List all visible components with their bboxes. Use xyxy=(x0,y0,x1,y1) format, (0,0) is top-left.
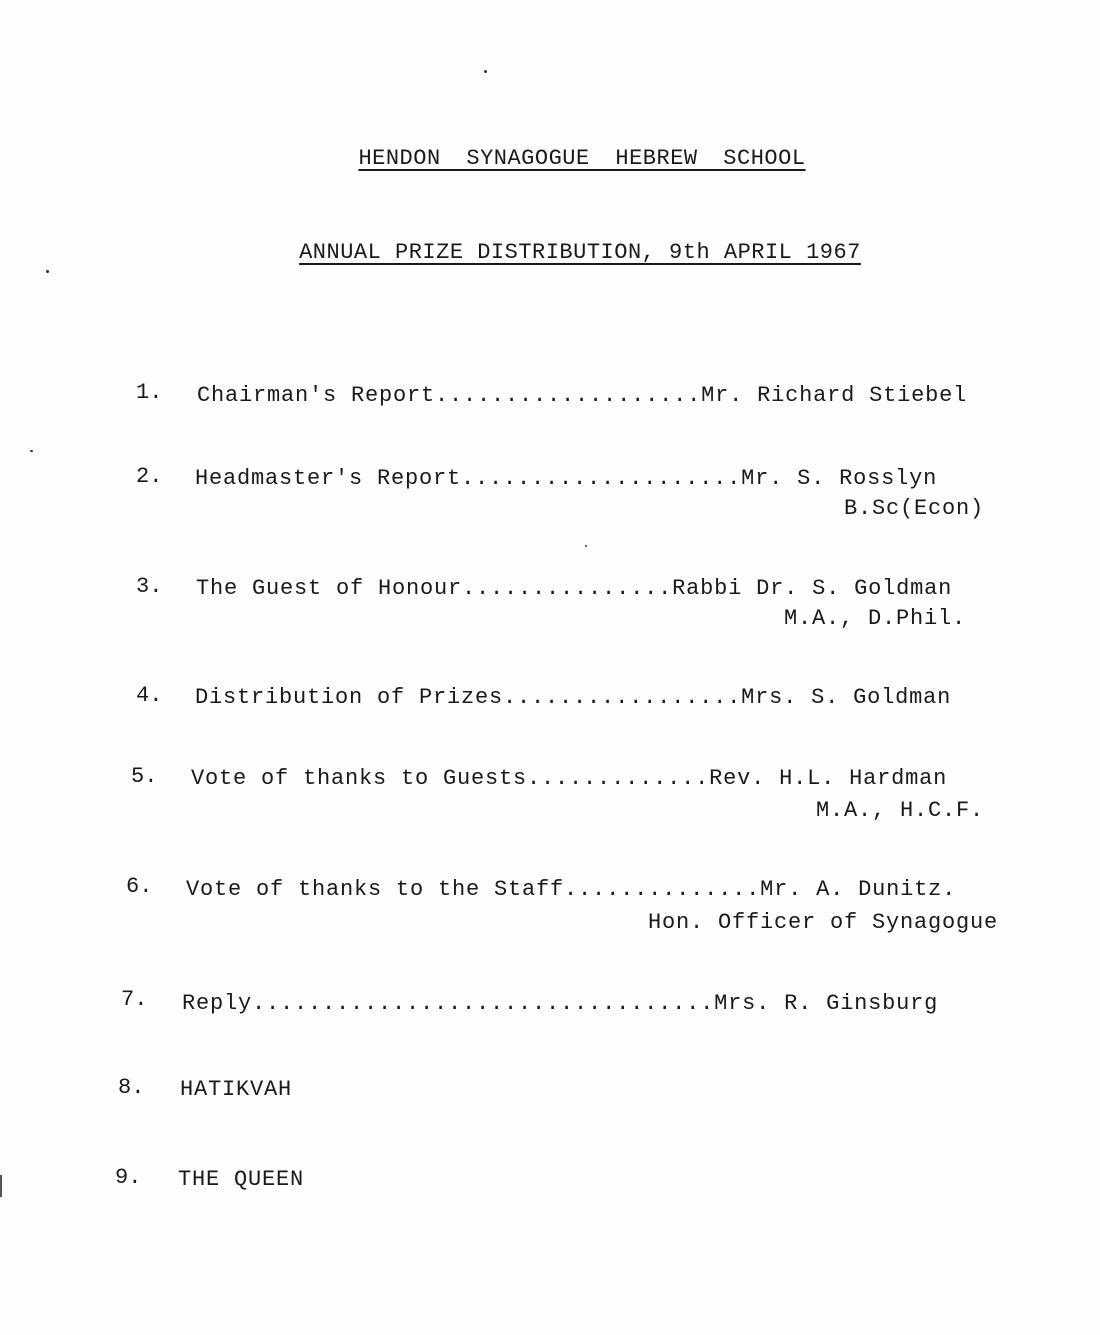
item-number: 2. xyxy=(136,464,163,489)
paper-speck xyxy=(46,270,49,273)
item-number: 4. xyxy=(136,683,163,708)
programme-item-6-credentials: Hon. Officer of Synagogue xyxy=(648,910,999,935)
item-number: 8. xyxy=(118,1075,145,1100)
event-name: ANNUAL PRIZE DISTRIBUTION, 9th APRIL 1967 xyxy=(299,240,861,265)
programme-item-6: Vote of thanks to the Staff..............Mr. A. Dunitz. xyxy=(186,877,957,902)
programme-item-5: Vote of thanks to Guests.............Rev. H.L. Hardman xyxy=(191,766,948,791)
programme-item-9: THE QUEEN xyxy=(178,1167,305,1192)
item-number: 7. xyxy=(121,987,148,1012)
paper-speck xyxy=(30,450,33,452)
programme-item-7: Reply.................................Mrs. R. Ginsburg xyxy=(182,991,939,1016)
programme-item-3: The Guest of Honour...............Rabbi Dr. S. Goldman xyxy=(196,576,953,601)
programme-item-1: Chairman's Report...................Mr. Richard Stiebel xyxy=(197,383,968,408)
item-number: 9. xyxy=(115,1165,142,1190)
item-number: 1. xyxy=(136,380,163,405)
programme-item-5-credentials: M.A., H.C.F. xyxy=(816,798,985,823)
paper-edge-mark xyxy=(0,1175,2,1197)
paper-speck xyxy=(484,70,487,73)
document-subtitle xyxy=(0,240,1100,265)
programme-item-4: Distribution of Prizes.................Mrs. S. Goldman xyxy=(195,685,952,710)
item-number: 5. xyxy=(131,764,158,789)
programme-item-2: Headmaster's Report....................Mr. S. Rosslyn xyxy=(195,466,938,491)
item-number: 3. xyxy=(136,574,163,599)
school-name: HENDON SYNAGOGUE HEBREW SCHOOL xyxy=(358,146,806,171)
programme-item-8: HATIKVAH xyxy=(180,1077,293,1102)
paper-speck xyxy=(585,545,587,547)
document-title xyxy=(0,146,1100,171)
programme-item-3-credentials: M.A., D.Phil. xyxy=(784,606,967,631)
programme-item-2-credentials: B.Sc(Econ) xyxy=(844,496,985,521)
item-number: 6. xyxy=(126,874,153,899)
